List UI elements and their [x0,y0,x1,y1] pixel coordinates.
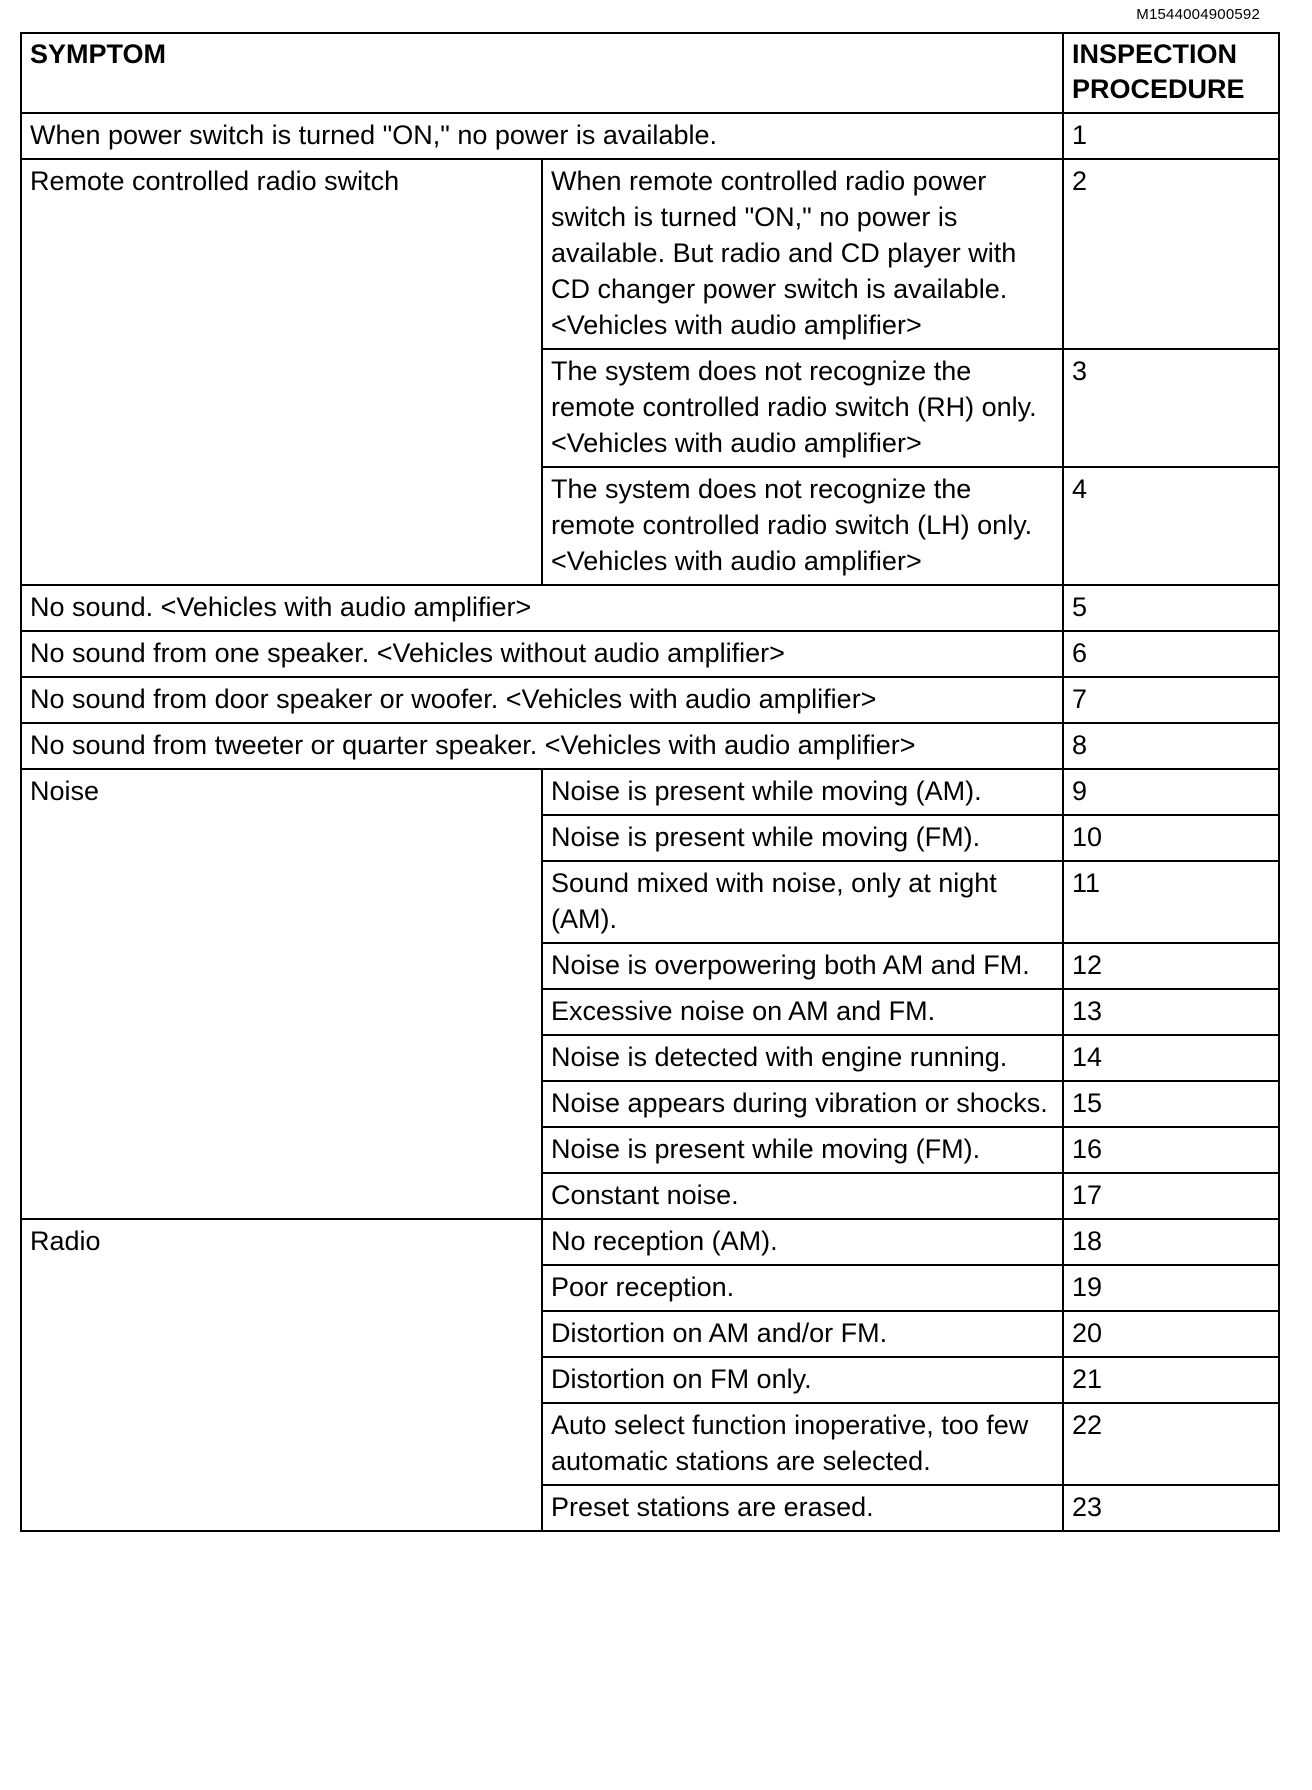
procedure-cell: 23 [1063,1485,1279,1531]
procedure-cell: 15 [1063,1081,1279,1127]
procedure-cell: 17 [1063,1173,1279,1219]
symptom-cell: Noise is detected with engine running. [542,1035,1063,1081]
symptom-cell: Sound mixed with noise, only at night (AM). [542,861,1063,943]
table-row [21,159,1279,349]
symptom-cell: Preset stations are erased. [542,1485,1063,1531]
table-header-row [21,33,1279,113]
table-row [21,677,1279,723]
symptom-cell: Noise is present while moving (FM). [542,815,1063,861]
symptom-cell: Noise is overpowering both AM and FM. [542,943,1063,989]
document-code: M1544004900592 [1136,6,1260,23]
procedure-cell: 2 [1063,159,1279,349]
procedure-cell: 6 [1063,631,1279,677]
procedure-cell: 5 [1063,585,1279,631]
symptom-cell: Excessive noise on AM and FM. [542,989,1063,1035]
symptom-cell: Constant noise. [542,1173,1063,1219]
header-symptom: SYMPTOM [21,33,1063,113]
procedure-cell: 7 [1063,677,1279,723]
procedure-cell: 8 [1063,723,1279,769]
symptom-cell: The system does not recognize the remote controlled radio switch (LH) only. <Vehicles with audio amplifier> [542,467,1063,585]
procedure-cell: 20 [1063,1311,1279,1357]
procedure-cell: 22 [1063,1403,1279,1485]
procedure-cell: 19 [1063,1265,1279,1311]
symptom-cell: No reception (AM). [542,1219,1063,1265]
procedure-cell: 13 [1063,989,1279,1035]
category-cell-noise: Noise [21,769,542,1219]
symptom-cell: Distortion on FM only. [542,1357,1063,1403]
symptom-cell: Auto select function inoperative, too few automatic stations are selected. [542,1403,1063,1485]
procedure-cell: 10 [1063,815,1279,861]
header-inspection-procedure: INSPECTION PROCEDURE [1063,33,1279,113]
table-row [21,723,1279,769]
symptom-cell: No sound from door speaker or woofer. <Vehicles with audio amplifier> [21,677,1063,723]
category-cell-radio: Radio [21,1219,542,1531]
symptom-cell: No sound. <Vehicles with audio amplifier> [21,585,1063,631]
symptom-table [20,32,1280,1532]
procedure-cell: 1 [1063,113,1279,159]
table-row [21,113,1279,159]
symptom-cell: Noise appears during vibration or shocks. [542,1081,1063,1127]
procedure-cell: 4 [1063,467,1279,585]
procedure-cell: 21 [1063,1357,1279,1403]
table-row [21,585,1279,631]
procedure-cell: 3 [1063,349,1279,467]
procedure-cell: 9 [1063,769,1279,815]
procedure-cell: 14 [1063,1035,1279,1081]
table-row [21,769,1279,815]
table-row [21,1219,1279,1265]
category-cell-remote-controlled-radio-switch: Remote controlled radio switch [21,159,542,585]
symptom-cell: When remote controlled radio power switch is turned "ON," no power is available. But radio and CD player with CD changer power switch is available. <Vehicles with audio amplifier> [542,159,1063,349]
procedure-cell: 12 [1063,943,1279,989]
procedure-cell: 18 [1063,1219,1279,1265]
symptom-cell: No sound from one speaker. <Vehicles without audio amplifier> [21,631,1063,677]
procedure-cell: 11 [1063,861,1279,943]
procedure-cell: 16 [1063,1127,1279,1173]
symptom-cell: Noise is present while moving (AM). [542,769,1063,815]
table-row [21,631,1279,677]
symptom-cell: Distortion on AM and/or FM. [542,1311,1063,1357]
symptom-cell: Noise is present while moving (FM). [542,1127,1063,1173]
symptom-cell: The system does not recognize the remote controlled radio switch (RH) only. <Vehicles with audio amplifier> [542,349,1063,467]
symptom-cell: No sound from tweeter or quarter speaker. <Vehicles with audio amplifier> [21,723,1063,769]
symptom-cell: When power switch is turned "ON," no power is available. [21,113,1063,159]
symptom-cell: Poor reception. [542,1265,1063,1311]
